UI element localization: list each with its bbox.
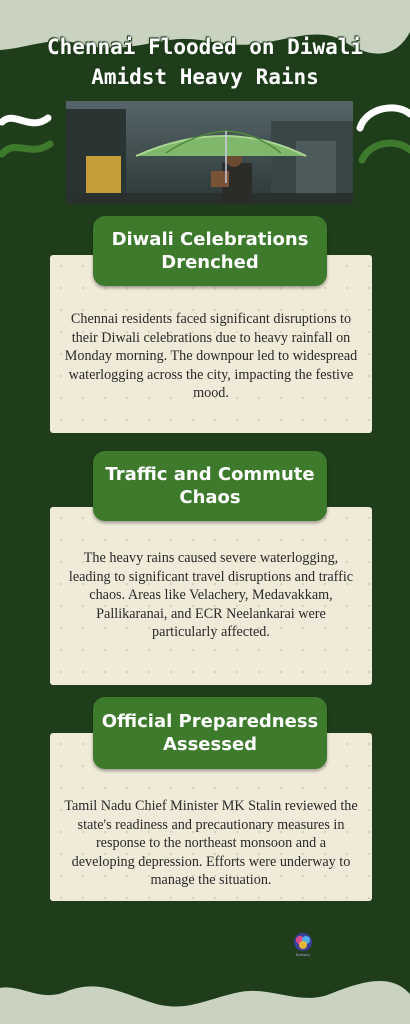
section-2-heading-line-1: Traffic and Commute xyxy=(105,464,315,485)
section-1-heading-line-2: Drenched xyxy=(161,252,259,273)
logo-icon xyxy=(293,932,313,952)
title-line-1: Chennai Flooded on Diwali xyxy=(46,35,364,60)
section-2-heading xyxy=(93,451,327,521)
brand-logo xyxy=(289,932,317,962)
section-2-heading-line-2: Chaos xyxy=(179,487,241,508)
page-title xyxy=(0,32,410,92)
section-3-heading-line-1: Official Preparedness xyxy=(101,711,319,732)
bottom-wave-decoration xyxy=(0,964,410,1024)
section-1-heading xyxy=(93,216,327,286)
section-2-body: The heavy rains caused severe waterlogging, leading to significant travel disruptions and traffic chaos. Areas like Velachery, Medavakkam, Pallikaranai, and ECR Neelankarai were particularly affected. xyxy=(68,550,354,641)
umbrella-icon xyxy=(66,101,353,204)
section-1-body: Chennai residents faced significant disruptions to their Diwali celebrations due to heavy rainfall on Monday morning. The downpour led to widespread waterlogging across the city, impacting the festive mood. xyxy=(64,311,358,402)
section-3-heading-line-2: Assessed xyxy=(162,734,258,755)
section-3-heading xyxy=(93,697,327,769)
section-3-body: Tamil Nadu Chief Minister MK Stalin reviewed the state's readiness and precautionary measures in response to the northeast monsoon and a developing depression. Efforts were underway to manage the situation. xyxy=(64,798,358,889)
hero-photo xyxy=(66,101,353,204)
section-card-2 xyxy=(50,507,372,685)
section-1-heading-line-1: Diwali Celebrations xyxy=(111,229,309,250)
left-swirl-decoration xyxy=(0,108,56,168)
right-swirl-decoration xyxy=(356,98,410,170)
title-line-2: Amidst Heavy Rains xyxy=(91,65,319,90)
logo-text: Kinkaply xyxy=(295,953,311,957)
